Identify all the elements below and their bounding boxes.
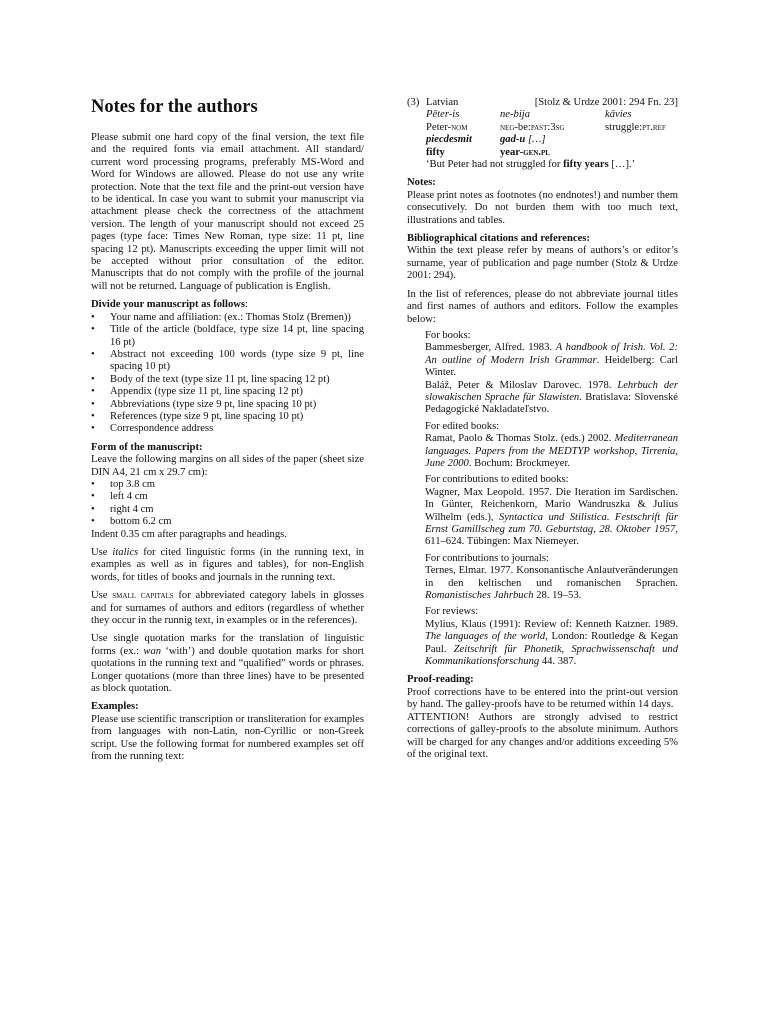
divide-heading-text: Divide your manuscript as follows bbox=[91, 299, 246, 311]
text-run: Baláž, Peter & Miloslav Darovec. 1978. bbox=[425, 379, 612, 391]
notes-heading: Notes: bbox=[407, 177, 436, 189]
right-column bbox=[407, 97, 678, 761]
journal-heading: For contributions to journals: bbox=[425, 552, 549, 564]
italic-title: Syntactica und Stilistica. Festschrift für Ernst Gamillscheg zum 70. Geburtstag, 28. Oktober 1957 bbox=[425, 511, 678, 535]
small-caps-paragraph bbox=[91, 590, 364, 627]
text-run: Use single quotation marks for the translation of linguistic forms (ex.: bbox=[91, 633, 364, 657]
text-run: for cited linguistic forms (in the running text, in examples as well as in figures and tables), for non-English words, for titles of books and journals in the running text. bbox=[91, 547, 364, 583]
bold-term: fifty years bbox=[563, 159, 609, 171]
divide-list bbox=[91, 312, 364, 436]
list-item: • Abstract not exceeding 100 words (type size 9 pt, line spacing 10 pt) bbox=[91, 349, 364, 374]
list-item: • top 3.8 cm bbox=[91, 479, 364, 491]
text-run: Wagner, Max Leopold. 1957. Die Iteration im Sardischen. In Günter, Reichenkorn, Mario Wandruszka & Julius Wilhelm (eds.), bbox=[425, 486, 678, 523]
text-run: . Bochum: Brockmeyer. bbox=[468, 457, 571, 469]
divide-heading-colon: : bbox=[245, 299, 248, 311]
text-run: year- bbox=[500, 146, 524, 158]
divide-heading bbox=[91, 299, 364, 311]
text-run: :3 bbox=[547, 121, 556, 133]
gloss-word: piecdesmit bbox=[426, 134, 472, 146]
text-run: Mylius, Klaus (1991): Review of: Kenneth Katzner. 1989. bbox=[425, 618, 678, 630]
text-run: Use bbox=[91, 547, 108, 558]
form-heading: Form of the manuscript: bbox=[91, 441, 203, 453]
gloss-word: ne-bija bbox=[500, 109, 531, 121]
gloss-empty bbox=[605, 147, 685, 159]
form-text: Leave the following margins on all sides of the paper (sheet size DIN A4, 21 cm x 29.7 cm): bbox=[91, 454, 364, 478]
category-label: pt.ref bbox=[642, 121, 666, 133]
edited-heading: For edited books: bbox=[425, 420, 500, 432]
italic-title: Lehrbuch der slowakischen Sprache für Slawisten bbox=[425, 379, 678, 403]
italic-title: The languages of the world bbox=[425, 631, 546, 643]
example-header bbox=[407, 97, 678, 109]
margin-list bbox=[91, 479, 364, 529]
category-label: neg bbox=[500, 121, 515, 133]
list-item: • Abbreviations (type size 9 pt, line spacing 10 pt) bbox=[91, 399, 364, 411]
list-item: • right 4 cm bbox=[91, 504, 364, 516]
gloss-label bbox=[605, 122, 685, 134]
example-translation bbox=[407, 159, 678, 171]
reviews-heading: For reviews: bbox=[425, 606, 479, 618]
proof-heading: Proof-reading: bbox=[407, 674, 474, 686]
text-run: , London: Routledge & Kegan Paul. bbox=[425, 631, 678, 655]
text-run: ‘with’) and double quotation marks for short quotations in the running text and “qualified” words or phrases. Longer quotations (more than three lines) have to be presented as block quotation. bbox=[91, 645, 364, 695]
gloss-label bbox=[500, 122, 605, 134]
biblio-heading: Bibliographical citations and references: bbox=[407, 233, 590, 245]
text-run: 28. 19–53. bbox=[536, 590, 582, 602]
biblio-text-2: In the list of references, please do not abbreviate journal titles and first names of authors and editors. Follow the examples below: bbox=[407, 288, 678, 325]
examples-heading: Examples: bbox=[91, 701, 139, 713]
text-run: Bammesberger, Alfred. 1983. bbox=[425, 342, 553, 354]
italics-term: wan bbox=[143, 645, 162, 657]
italic-title: A handbook of Irish. Vol. 2: An outline of Modern Irish Grammar bbox=[425, 342, 678, 366]
text-run: , 611–624. Tübingen: Max Niemeyer. bbox=[425, 524, 678, 548]
proof-text: Proof corrections have to be entered into the print-out version by hand. The galley-proofs have to be returned within 14 days. bbox=[407, 686, 678, 711]
page-title: Notes for the authors bbox=[91, 97, 258, 117]
reference-entry bbox=[407, 380, 678, 417]
contrib-heading: For contributions to edited books: bbox=[425, 474, 569, 486]
gloss-word: kāvies bbox=[605, 109, 632, 121]
text-run: Peter- bbox=[426, 121, 452, 133]
reference-entry bbox=[407, 487, 678, 549]
gloss-label bbox=[500, 147, 605, 159]
notes-text: Please print notes as footnotes (no endnotes!) and number them consecutively. Do not burden them with too much text, illustrations and tables. bbox=[407, 189, 678, 226]
category-label: sg bbox=[555, 121, 565, 133]
interlinear-gloss bbox=[407, 109, 678, 159]
reference-entry bbox=[407, 342, 678, 379]
text-run: […].’ bbox=[611, 159, 636, 171]
gloss-word: gad-u bbox=[500, 134, 526, 146]
example-source: [Stolz & Urdze 2001: 294 Fn. 23] bbox=[534, 97, 678, 108]
attention-text: ATTENTION! Authors are strongly advised to restrict corrections of galley-proofs to the absolute minimum. Authors will be charged for any changes and/or additions exceeding 5% of the original text. bbox=[407, 711, 678, 760]
list-item: • Appendix (type size 11 pt, line spacing 12 pt) bbox=[91, 386, 364, 398]
list-item: • Correspondence address bbox=[91, 423, 364, 435]
list-item: • left 4 cm bbox=[91, 491, 364, 503]
gloss-word-group bbox=[500, 134, 605, 146]
indent-note: Indent 0.35 cm after paragraphs and headings. bbox=[91, 528, 287, 540]
gloss-word: Pēter-is bbox=[426, 109, 460, 121]
text-run: . Heidelberg: Carl Winter. bbox=[425, 354, 678, 379]
category-label: gen.pl bbox=[523, 146, 550, 158]
list-item: • References (type size 9 pt, line spacing 10 pt) bbox=[91, 411, 364, 423]
text-run: struggle: bbox=[605, 121, 643, 133]
list-item: • Title of the article (boldface, type size 14 pt, line spacing 16 pt) bbox=[91, 324, 364, 349]
gloss-empty bbox=[605, 134, 685, 146]
text-run: ‘But Peter had not struggled for bbox=[426, 159, 561, 171]
text-run: Use bbox=[91, 590, 108, 602]
small-caps-term: small capitals bbox=[112, 590, 174, 602]
category-label: past bbox=[530, 121, 548, 133]
text-run: 44. 387. bbox=[541, 656, 577, 668]
text-run: Ternes, Elmar. 1977. Konsonantische Anlautveränderungen in den keltischen und romanischen Sprachen. bbox=[425, 565, 678, 589]
example-number: (3) bbox=[407, 97, 420, 108]
reference-entry bbox=[407, 433, 678, 470]
reference-entry bbox=[407, 619, 678, 669]
italic-title: Mediterranean languages. Papers from the MEDTYP workshop, Tirrenia, June 2000 bbox=[425, 433, 678, 469]
italics-paragraph bbox=[91, 547, 364, 584]
text-run: -be: bbox=[514, 121, 531, 133]
left-column bbox=[91, 92, 364, 764]
gloss-ellipsis: […] bbox=[527, 134, 546, 146]
examples-text: Please use scientific transcription or transliteration for examples from languages with non-Latin, non-Cyrillic or non-Greek script. Use the following format for numbered examples set off from the running text: bbox=[91, 713, 364, 763]
italic-title: Zeitschrift für Phonetik, Sprachwissenschaft und Kommunikationsforschung bbox=[425, 643, 678, 668]
gloss-label bbox=[426, 122, 500, 134]
biblio-text: Within the text please refer by means of authors’s or editor’s surname, year of publication and page number (Stolz & Urdze 2001: 294). bbox=[407, 245, 678, 282]
example-language: Latvian bbox=[426, 97, 459, 108]
text-run: for abbreviated category labels in glosses and for surnames of authors and editors (regardless of whether they occur in the runnig text, in examples or in the references). bbox=[91, 590, 364, 627]
list-item: • Your name and affiliation: (ex.: Thomas Stolz (Bremen)) bbox=[91, 312, 364, 324]
intro-paragraph: Please submit one hard copy of the final version, the text file and the required fonts via email attachment. All standard/ current word processing programs, preferably MS-Word and Word for Windows are allowed. Please do not use any write protection. Note that the text file and the print-out version have to be identical. In case you want to submit your manuscript via attachment please check the correctness of the attachment version. The length of your manuscript should not exceed 25 pages (type face: Times New Roman, type size: 11 pt, line spacing 12 pt). Manuscripts exceeding the upper limit will not be accepted without prior consultation of the editor. Manuscripts that do not comply with the profile of the journal will not be returned. Language of publication is English. bbox=[91, 132, 364, 292]
text-run: . Bratislava: Slovenské Pedagogické Nakladateľstvo. bbox=[425, 391, 678, 416]
italics-term: italics bbox=[112, 547, 139, 558]
gloss-label: fifty bbox=[426, 146, 445, 158]
list-item: • Body of the text (type size 11 pt, line spacing 12 pt) bbox=[91, 374, 364, 386]
category-label: nom bbox=[451, 121, 468, 133]
list-item: • bottom 6.2 cm bbox=[91, 516, 364, 528]
reference-entry bbox=[407, 565, 678, 602]
quotation-paragraph bbox=[91, 633, 364, 695]
books-heading: For books: bbox=[425, 329, 471, 341]
italic-title: Romanistisches Jahrbuch bbox=[425, 590, 534, 602]
text-run: Ramat, Paolo & Thomas Stolz. (eds.) 2002. bbox=[425, 433, 612, 445]
